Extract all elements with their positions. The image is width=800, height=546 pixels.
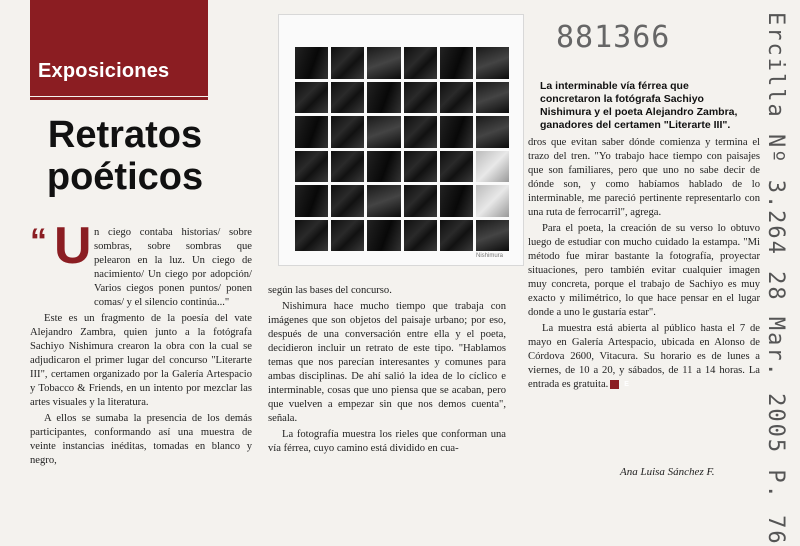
col3-paragraph-3: La muestra está abierta al público hasta el 7 de mayo en Galería Artespacio, ubicada en Alonso de Córdova 2600, Vitacura. Su horario es de lunes a viernes, de 10 a 20, y sábados, de 11 a 14 horas. La entrada es gratuita. E bbox=[528, 323, 760, 390]
section-band bbox=[30, 0, 208, 96]
photo-tile bbox=[367, 220, 400, 252]
col2-paragraph-2: Nishimura hace mucho tiempo que trabaja con imágenes que son objetos del paisaje urbano; por eso, después de una conversación entre ella y el poeta, decidieron incluir un retrato de este tipo. "Hablamos temas que nos parecían interesantes y comunes para ambas disciplinas. De ahí salió la idea de lo cíclico e interminable, cosas que uno piensa que se acaban, pero que vuelven a empezar sin que nos demos cuenta", señala. bbox=[268, 301, 506, 424]
handwritten-side-text: Ercilla Nº 3.264 28 Mar. 2005 P. 76 bbox=[763, 12, 788, 546]
photo-tile bbox=[331, 185, 364, 217]
column-1 bbox=[30, 222, 252, 470]
photo-tile bbox=[295, 47, 328, 79]
column-3 bbox=[528, 136, 760, 394]
dropcap-letter: U bbox=[54, 217, 92, 275]
photo-tile bbox=[476, 151, 509, 183]
photo-tile bbox=[476, 47, 509, 79]
photo-tile bbox=[440, 220, 473, 252]
photo-tile bbox=[295, 116, 328, 148]
photo-tile bbox=[331, 151, 364, 183]
photo-tile bbox=[367, 185, 400, 217]
photo-tile bbox=[367, 47, 400, 79]
photo-tile bbox=[331, 47, 364, 79]
photo-tile bbox=[440, 82, 473, 114]
section-rule bbox=[30, 97, 208, 100]
dropcap-quote: “ bbox=[30, 222, 47, 260]
photo-tile bbox=[367, 82, 400, 114]
photo-tile bbox=[476, 185, 509, 217]
photo-caption: La interminable vía férrea que concretaron la fotógrafa Sachiyo Nishimura y el poeta Alejandro Zambra, ganadores del certamen "Literarte III". bbox=[540, 80, 738, 131]
photo-tile bbox=[295, 185, 328, 217]
col3-paragraph-2: Para el poeta, la creación de su verso lo obtuvo luego de estudiar con mucho cuidado la estampa. "Mi método fue mirar bastante la fotografía, proyectar situaciones, pero también evitar cualquier imagen muy concreta, porque el trabajo de Sachiyo es muy exacto y milimétrico, lo que hace pensar en el lugar donde a uno le gustaría estar". bbox=[528, 223, 760, 318]
photo-tile bbox=[367, 116, 400, 148]
photo-tile bbox=[476, 116, 509, 148]
author-byline: Ana Luisa Sánchez F. bbox=[620, 466, 715, 478]
photo-tile bbox=[295, 82, 328, 114]
photo-grid bbox=[295, 47, 509, 251]
railway-photo bbox=[278, 14, 524, 266]
photo-tile bbox=[440, 47, 473, 79]
photo-tile bbox=[440, 151, 473, 183]
column-2 bbox=[268, 284, 506, 458]
photo-tile bbox=[404, 185, 437, 217]
headline-line-2: poéticos bbox=[46, 156, 204, 198]
headline bbox=[30, 114, 220, 198]
photo-tile bbox=[331, 82, 364, 114]
section-label: Exposiciones bbox=[38, 60, 170, 82]
photo-credit: Nishimura bbox=[475, 253, 503, 259]
end-mark: E bbox=[610, 380, 619, 389]
photo-tile bbox=[404, 220, 437, 252]
photo-tile bbox=[476, 82, 509, 114]
photo-tile bbox=[295, 220, 328, 252]
col3-paragraph-1: dros que evitan saber dónde comienza y termina el trazo del tren. "Yo trabajo hace tiempo con paisajes que son familiares, pero que uno no sabe decir de dónde son, y como habíamos hablado de lo interminable, me pareció pertinente representarlo con una ruta de ferrocarril", agrega. bbox=[528, 137, 760, 218]
col1-paragraph-1: n ciego contaba historias/ sobre sombras, sobre sombras que pelearon en la luz. Un ciego de nacimiento/ Un ciego por adopción/ Varios ciegos ponen puntos/ ponen comas/ y el silencio continúa..." bbox=[94, 227, 252, 308]
col2-paragraph-3: La fotografía muestra los rieles que conforman una vía férrea, cuyo camino está dividido en cua- bbox=[268, 429, 506, 454]
col2-paragraph-1: según las bases del concurso. bbox=[268, 285, 392, 296]
photo-tile bbox=[440, 116, 473, 148]
col1-paragraph-2: Este es un fragmento de la poesía del vate Alejandro Zambra, quien junto a la fotógrafa Sachiyo Nishimura crearon la obra con la cual se adjudicaron el primer lugar del concurso "Literarte III", certamen organizado por la Galería Artespacio y Tobacco & Friends, en un intento por mezclar las artes visuales y la literatura. bbox=[30, 313, 252, 408]
photo-tile bbox=[367, 151, 400, 183]
photo-tile bbox=[404, 47, 437, 79]
photo-tile bbox=[331, 116, 364, 148]
photo-tile bbox=[404, 151, 437, 183]
photo-tile bbox=[404, 116, 437, 148]
photo-tile bbox=[295, 151, 328, 183]
photo-tile bbox=[440, 185, 473, 217]
col1-paragraph-3: A ellos se sumaba la presencia de los demás participantes, conformando así una muestra de veinte instancias inéditas, tomadas en blanco y negro, bbox=[30, 413, 252, 466]
photo-tile bbox=[404, 82, 437, 114]
photo-tile bbox=[476, 220, 509, 252]
headline-line-1: Retratos bbox=[47, 114, 203, 156]
photo-tile bbox=[331, 220, 364, 252]
handwritten-number: 881366 bbox=[556, 20, 671, 55]
